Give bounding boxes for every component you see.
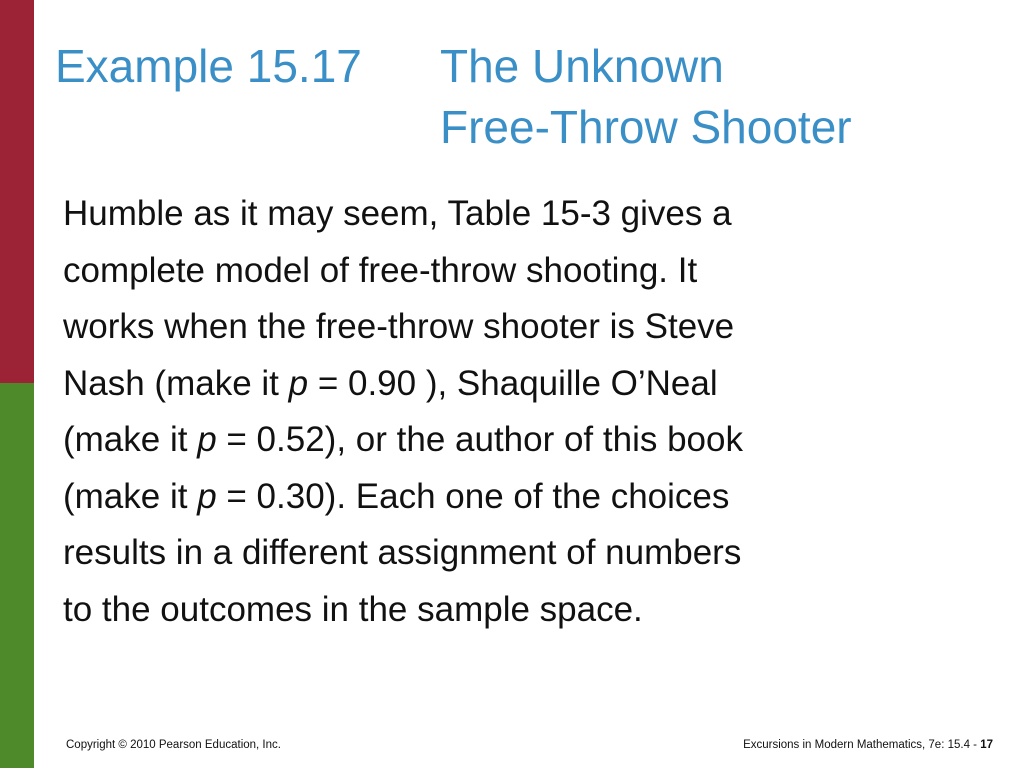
- body-text-segment: Humble as it may seem, Table 15-3 gives a: [63, 194, 732, 233]
- body-line: [63, 525, 983, 582]
- example-label: Example 15.17: [55, 40, 362, 92]
- variable-p: p: [197, 420, 217, 459]
- footer-book-ref-text: Excursions in Modern Mathematics, 7e: 15.4 -: [743, 739, 981, 751]
- body-line: [63, 356, 983, 413]
- footer-book-reference: [743, 739, 993, 751]
- body-text-segment: works when the free-throw shooter is Steve: [63, 307, 735, 346]
- variable-p: p: [288, 363, 309, 403]
- page-number: 17: [980, 739, 993, 751]
- body-text-segment: = 0.30). Each one of the choices: [216, 476, 730, 516]
- body-text-segment: = 0.90 ), Shaquille O’Neal: [308, 363, 718, 403]
- body-line: [63, 186, 983, 243]
- body-line: [63, 582, 983, 639]
- body-text-segment: complete model of free-throw shooting. It: [63, 250, 698, 290]
- body-text-segment: = 0.52), or the author of this book: [216, 420, 743, 459]
- sidebar-accent-green: [0, 383, 34, 768]
- body-line: [63, 299, 983, 356]
- slide-title-line-1: The Unknown: [440, 40, 724, 92]
- body-text-segment: (make it: [63, 420, 198, 459]
- body-text-segment: to the outcomes in the sample space.: [63, 589, 643, 629]
- body-text-segment: results in a different assignment of numbers: [63, 533, 742, 572]
- body-text-segment: (make it: [63, 476, 198, 516]
- sidebar-accent-red: [0, 0, 34, 383]
- variable-p: p: [197, 476, 217, 516]
- footer-copyright: Copyright © 2010 Pearson Education, Inc.: [66, 739, 281, 751]
- body-line: [63, 412, 983, 469]
- body-line: [63, 243, 983, 300]
- body-text-segment: Nash (make it: [63, 363, 289, 403]
- slide-title-line-2: Free-Throw Shooter: [440, 101, 852, 153]
- slide-body: [63, 186, 983, 638]
- body-line: [63, 469, 983, 526]
